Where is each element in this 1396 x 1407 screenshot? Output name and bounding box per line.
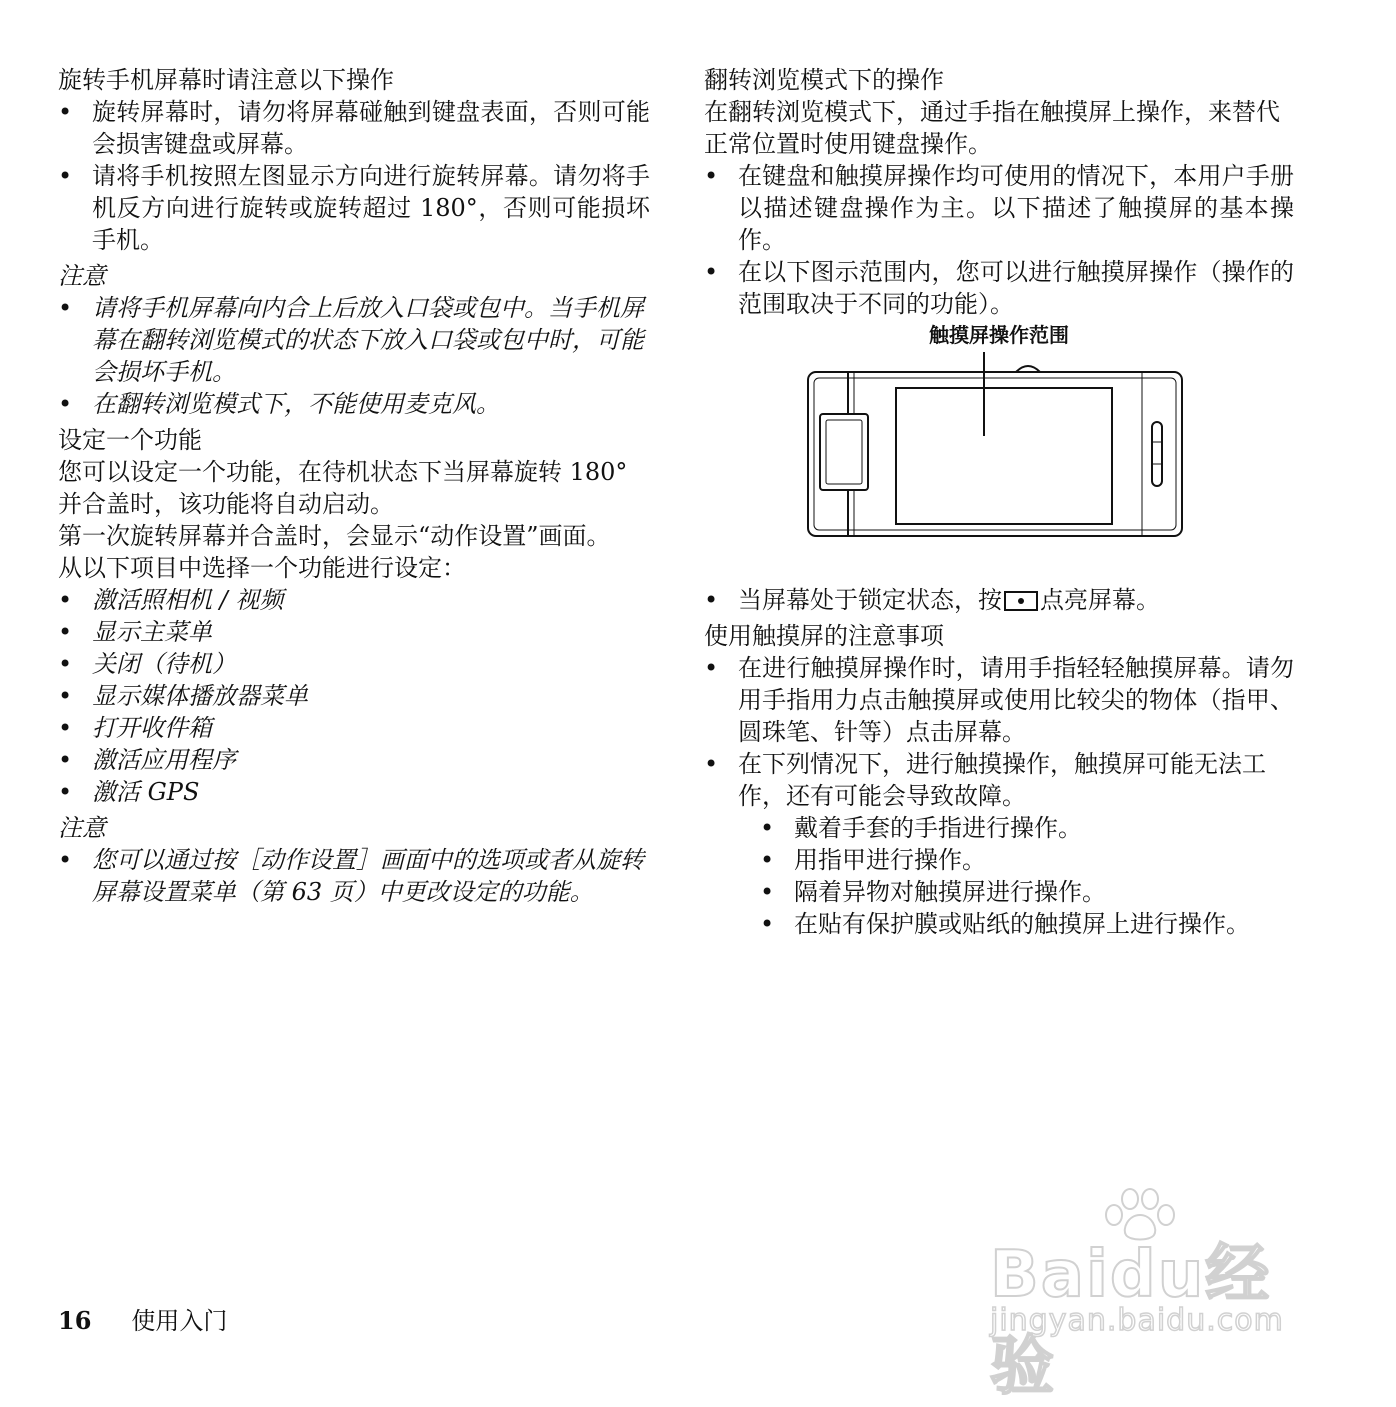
watermark-url: jingyan.baidu.com (990, 1303, 1284, 1338)
paragraph: 您可以设定一个功能，在待机状态下当屏幕旋转 180° 并合盖时，该功能将自动启动。 (58, 458, 628, 518)
note-heading: 注意 (58, 262, 106, 290)
list-item: • 在下列情况下，进行触摸操作，触摸屏可能无法工作，还有可能会导致故障。 (704, 748, 1294, 812)
touch-area-figure (704, 322, 1294, 584)
list-item: • 隔着异物对触摸屏进行操作。 (704, 876, 1294, 908)
list-item: • 请将手机屏幕向内合上后放入口袋或包中。当手机屏幕在翻转浏览模式的状态下放入口袋或包中时，可能会损坏手机。 (58, 292, 650, 388)
note-bullet-list (58, 844, 650, 908)
section-heading-flip-mode: 翻转浏览模式下的操作 (704, 66, 944, 94)
list-item: • 在贴有保护膜或贴纸的触摸屏上进行操作。 (704, 908, 1294, 940)
baidu-watermark (990, 1185, 1320, 1404)
list-item: • 激活照相机 / 视频 (58, 584, 650, 616)
flip-bullet-list (704, 160, 1294, 320)
section-heading-rotate: 旋转手机屏幕时请注意以下操作 (58, 66, 394, 94)
list-item: • 激活 GPS (58, 776, 650, 808)
page-number: 16 (58, 1306, 92, 1335)
section-heading-set-function: 设定一个功能 (58, 426, 202, 454)
list-item: • 显示主菜单 (58, 616, 650, 648)
left-column (58, 64, 650, 908)
list-item: • 在翻转浏览模式下，不能使用麦克风。 (58, 388, 650, 420)
function-option-list (58, 584, 650, 808)
touch-notes-list (704, 652, 1294, 812)
paragraph: 从以下项目中选择一个功能进行设定： (58, 554, 466, 582)
note-bullet-list (58, 292, 650, 420)
paragraph: 第一次旋转屏幕并合盖时，会显示“动作设置”画面。 (58, 522, 611, 550)
touch-notes-sublist (704, 812, 1294, 940)
list-item: • 激活应用程序 (58, 744, 650, 776)
list-item: • 戴着手套的手指进行操作。 (704, 812, 1294, 844)
list-item: • 请将手机按照左图显示方向进行旋转屏幕。请勿将手机反方向进行旋转或旋转超过 180°，否则可能损坏手机。 (58, 160, 650, 256)
list-item: • 用指甲进行操作。 (704, 844, 1294, 876)
list-item: • 在以下图示范围内，您可以进行触摸屏操作（操作的范围取决于不同的功能）。 (704, 256, 1294, 320)
figure-label: 触摸屏操作范围 (929, 323, 1069, 347)
list-item: • 显示媒体播放器菜单 (58, 680, 650, 712)
section-heading-touch-notes: 使用触摸屏的注意事项 (704, 622, 944, 650)
list-item: • 您可以通过按［动作设置］画面中的选项或者从旋转屏幕设置菜单（第 63 页）中更改设定的功能。 (58, 844, 650, 908)
note-heading: 注意 (58, 814, 106, 842)
paragraph: 在翻转浏览模式下，通过手指在触摸屏上操作，来替代正常位置时使用键盘操作。 (704, 98, 1280, 158)
page-footer (58, 1305, 227, 1337)
phone-illustration (804, 350, 1184, 582)
list-item: • 旋转屏幕时，请勿将屏幕碰触到键盘表面，否则可能会损害键盘或屏幕。 (58, 96, 650, 160)
list-item: • 在进行触摸屏操作时，请用手指轻轻触摸屏幕。请勿用手指用力点击触摸屏或使用比较尖的物体（指甲、圆珠笔、针等）点击屏幕。 (704, 652, 1294, 748)
rotate-bullet-list (58, 96, 650, 256)
list-item: • 当屏幕处于锁定状态，按 点亮屏幕。 (704, 584, 1294, 616)
list-item: • 在键盘和触摸屏操作均可使用的情况下，本用户手册以描述键盘操作为主。以下描述了触摸屏的基本操作。 (704, 160, 1294, 256)
lock-bullet-list (704, 584, 1294, 616)
section-name: 使用入门 (131, 1307, 228, 1335)
right-column (704, 64, 1294, 940)
watermark-logo: Baidu经验 (990, 1238, 1272, 1404)
camera-key-icon (1004, 591, 1038, 611)
list-item: • 打开收件箱 (58, 712, 650, 744)
list-item: • 关闭（待机） (58, 648, 650, 680)
